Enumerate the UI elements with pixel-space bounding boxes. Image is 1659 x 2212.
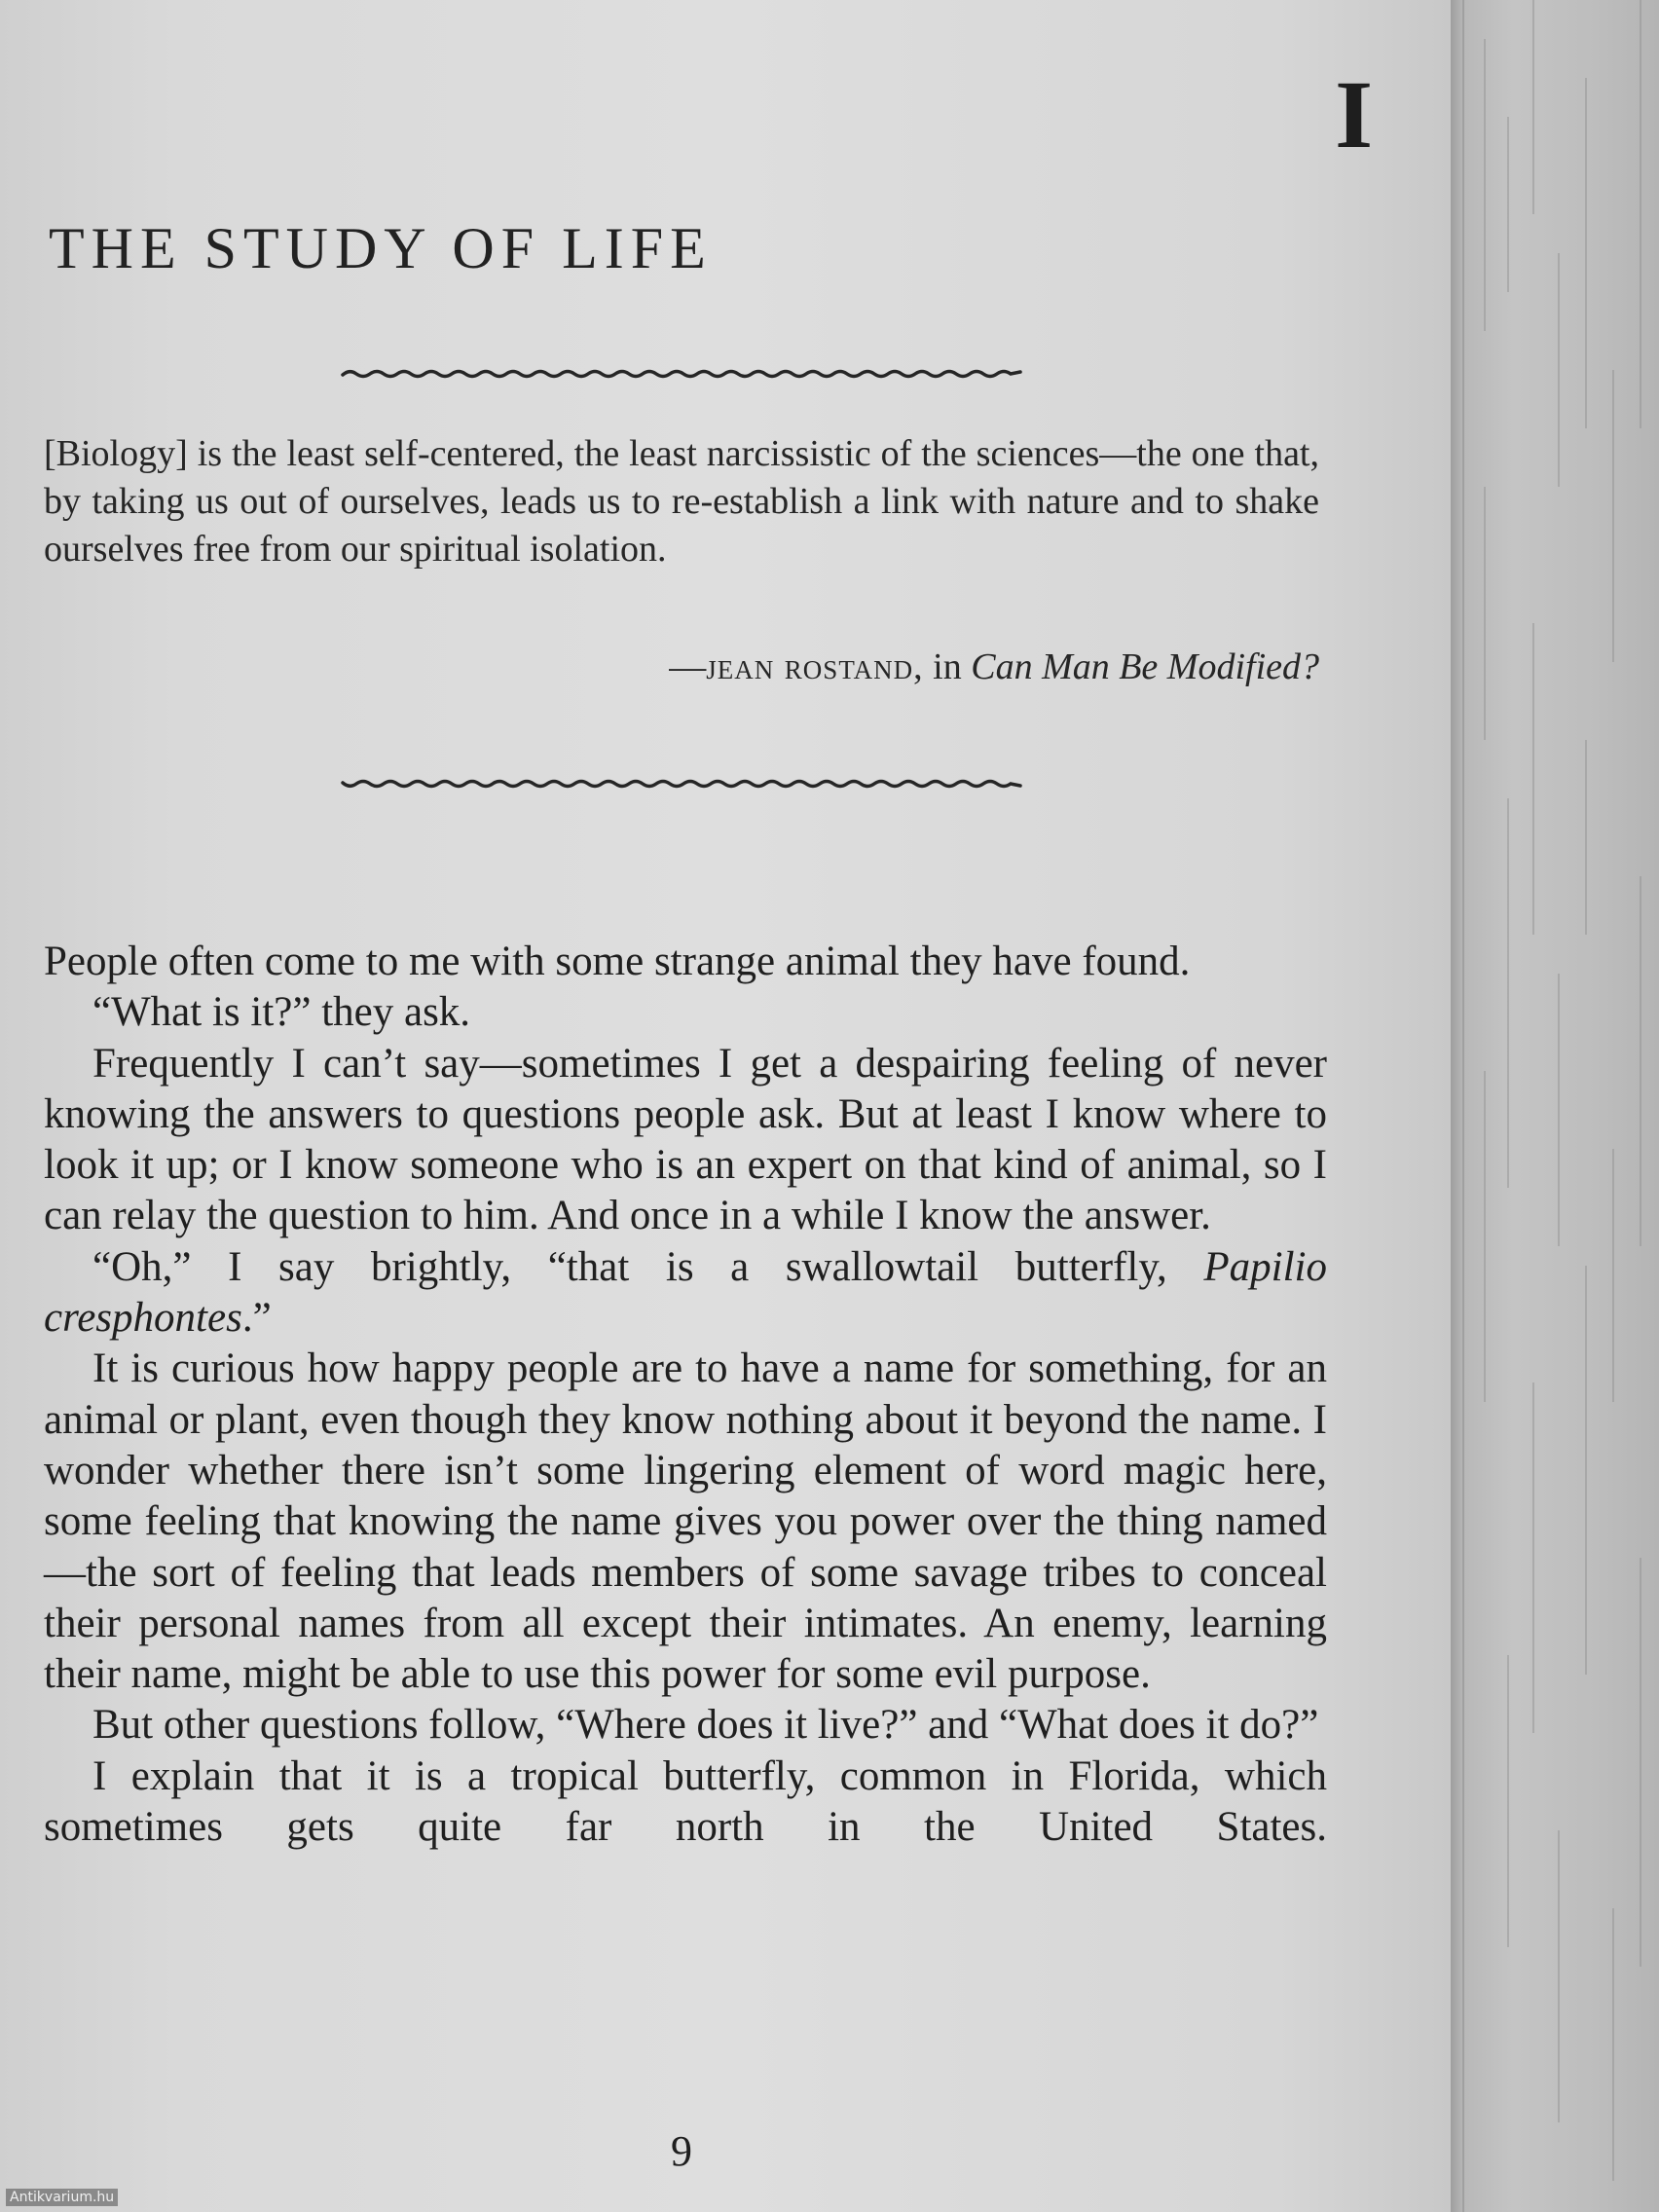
- watermark-text: Antikvarium.hu: [6, 2189, 118, 2206]
- attribution-dash: —: [669, 646, 707, 687]
- attribution-in: in: [923, 646, 972, 687]
- book-gutter: [1451, 0, 1659, 2212]
- paragraph-1: People often come to me with some strange animal they have found.: [44, 939, 1191, 984]
- paragraph-2: “What is it?” they ask.: [92, 989, 471, 1036]
- paragraph-7: I explain that it is a tropical butterfly, common in Florida, which sometimes gets quite far north in the United States.: [44, 1752, 1327, 1851]
- paragraph-3: Frequently I can’t say—sometimes I get a despairing feeling of never knowing the answers to questions people ask. But at least I know where to look it up; or I know someone who is an expert on that kind of animal, so I can relay the question to him. And once in a while I know the answer.: [44, 1040, 1327, 1239]
- paragraph-6: But other questions follow, “Where does it live?” and “What does it do?”: [92, 1702, 1319, 1749]
- paragraph-4-end: .”: [241, 1295, 272, 1342]
- epigraph-quote: [Biology] is the least self-centered, the least narcissistic of the sciences—the one that, by taking us out of ourselves, leads us to re-establish a link with nature and to shake ourselves free from our spiritual isolation.: [44, 433, 1319, 570]
- wavy-divider-bottom: [341, 772, 1022, 795]
- paragraph-5: It is curious how happy people are to have a name for something, for an animal or plant, even though they know nothing about it beyond the name. I wonder whether there isn’t some lingering element of word magic here, some feeling that knowing the name gives you power over the thing named—the sort of feeling that leads members of some savage tribes to conceal their personal names from all except their intimates. An enemy, learning their name, might be able to use this power for some evil purpose.: [44, 1346, 1327, 1698]
- page-number: 9: [671, 2127, 692, 2175]
- paragraph-4: [44, 1242, 1327, 1345]
- wavy-divider-top: [341, 362, 1022, 386]
- body-text: [44, 937, 1327, 1853]
- attribution-author: jean rostand,: [706, 646, 924, 687]
- attribution-source-title: Can Man Be Modified?: [971, 646, 1319, 687]
- chapter-title: THE STUDY OF LIFE: [49, 216, 713, 280]
- chapter-number: I: [1335, 60, 1373, 168]
- species-name: Papilio cresphontes: [44, 1243, 1327, 1342]
- paragraph-4-start: “Oh,” I say brightly, “that is a swallowtail butterfly,: [92, 1243, 1204, 1290]
- epigraph-attribution: [44, 643, 1319, 691]
